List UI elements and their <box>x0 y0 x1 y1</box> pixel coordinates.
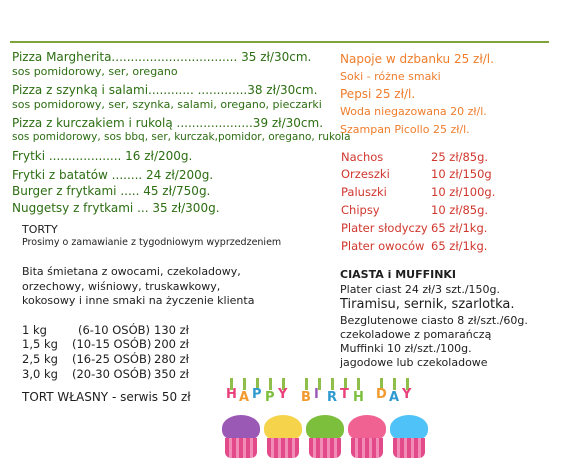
ciasta-tiramisu: Tiramisu, sernik, szarlotka. <box>340 297 515 312</box>
candle-letter: T <box>340 387 349 402</box>
ciasta-bezglutenowe: Bezglutenowe ciasto 8 zł/szt./60g. <box>340 314 528 327</box>
pizza-3-title: Pizza z kurczakiem i rukolą ....................39 zł/30cm. <box>12 116 324 130</box>
drink-soki: Soki - różne smaki <box>340 70 441 83</box>
header-divider <box>10 41 549 43</box>
candle-stick <box>331 378 334 390</box>
side-nuggetsy: Nuggetsy z frytkami ... 35 zł/300g. <box>12 201 220 215</box>
candle-stick <box>393 378 396 390</box>
candle-letter: Y <box>402 387 412 402</box>
cupcake-icon <box>222 406 260 458</box>
cupcake-liner <box>309 438 341 458</box>
snack-name: Nachos <box>341 150 384 164</box>
size-price: 200 zł <box>154 337 189 351</box>
candle-letter: H <box>226 387 237 402</box>
ciasta-muffinki-desc: jagodowe lub czekoladowe <box>340 356 488 369</box>
torty-footer: TORT WŁASNY - serwis 50 zł <box>22 390 191 404</box>
cupcake-icon <box>306 406 344 458</box>
cupcake-icon <box>264 406 302 458</box>
pizza-2-title: Pizza z szynką i salami............ .............38 zł/30cm. <box>12 83 318 97</box>
pizza-1-desc: sos pomidorowy, ser, oregano <box>12 65 178 78</box>
candle-stick <box>357 378 360 390</box>
size-kg: 2,5 kg <box>22 352 58 366</box>
candle-letter: A <box>239 390 250 405</box>
cupcake-liner <box>351 438 383 458</box>
size-people: (6-10 OSÓB) <box>78 323 151 337</box>
snack-price: 10 zł/100g. <box>431 185 496 199</box>
snack-name: Plater owoców <box>341 239 425 253</box>
cupcake-liner <box>267 438 299 458</box>
torty-desc-2: orzechowy, wiśniowy, truskawkowy, <box>22 280 221 293</box>
cupcake-icon <box>390 406 428 458</box>
pizza-2-desc: sos pomidorowy, ser, szynka, salami, oregano, pieczarki <box>12 98 322 111</box>
candle-letter: Y <box>278 387 288 402</box>
candle-stick <box>305 378 308 390</box>
candle-letter: H <box>353 390 364 405</box>
torty-title: TORTY <box>22 223 58 236</box>
candle-letter: A <box>389 390 400 405</box>
side-frytki: Frytki ................... 16 zł/200g. <box>12 149 193 163</box>
ciasta-plater: Plater ciast 24 zł/3 szt./150g. <box>340 283 501 296</box>
size-people: (20-30 OSÓB) <box>72 367 152 381</box>
size-kg: 1 kg <box>22 323 47 337</box>
candle-letter: P <box>265 390 275 405</box>
side-burger: Burger z frytkami ..... 45 zł/750g. <box>12 184 211 198</box>
candle-letter: B <box>301 390 311 405</box>
drink-woda: Woda niegazowana 20 zł/l. <box>340 105 487 118</box>
torty-note: Prosimy o zamawianie z tygodniowym wyprzedzeniem <box>22 237 282 248</box>
candle-letter: R <box>327 390 338 405</box>
snack-price: 10 zł/85g. <box>431 203 489 217</box>
torty-desc-1: Bita śmietana z owocami, czekoladowy, <box>22 265 241 278</box>
size-kg: 1,5 kg <box>22 337 58 351</box>
snack-name: Orzeszki <box>341 167 390 181</box>
ciasta-title: CIASTA i MUFFINKI <box>340 268 457 281</box>
snack-price: 65 zł/1kg. <box>431 221 488 235</box>
snack-price: 65 zł/1kg. <box>431 239 488 253</box>
size-price: 280 zł <box>154 352 189 366</box>
drink-szampan: Szampan Picollo 25 zł/l. <box>340 123 470 136</box>
drink-pepsi: Pepsi 25 zł/l. <box>340 87 416 101</box>
snack-price: 25 zł/85g. <box>431 150 489 164</box>
happy-birthday-candles <box>220 378 430 406</box>
drink-dzbanek: Napoje w dzbanku 25 zł/l. <box>340 52 494 66</box>
size-people: (10-15 OSÓB) <box>72 337 152 351</box>
snack-name: Plater słodyczy <box>341 221 428 235</box>
candle-letter: D <box>376 387 387 402</box>
candle-stick <box>269 378 272 390</box>
cupcake-liner <box>393 438 425 458</box>
size-kg: 3,0 kg <box>22 367 58 381</box>
candle-letter: P <box>252 387 262 402</box>
size-people: (16-25 OSÓB) <box>72 352 152 366</box>
happy-birthday-cupcakes-image <box>220 378 430 458</box>
candle-stick <box>243 378 246 390</box>
snack-name: Paluszki <box>341 185 387 199</box>
ciasta-muffinki: Muffinki 10 zł/szt./100g. <box>340 342 472 355</box>
size-price: 350 zł <box>154 367 189 381</box>
snack-name: Chipsy <box>341 203 380 217</box>
candle-letter: I <box>314 387 319 402</box>
pizza-1-title: Pizza Margherita................................. 35 zł/30cm. <box>12 50 312 64</box>
snack-price: 10 zł/150g <box>431 167 492 181</box>
side-frytki-bataty: Frytki z batatów ........ 24 zł/200g. <box>12 168 214 182</box>
cupcake-icon <box>348 406 386 458</box>
size-price: 130 zł <box>154 323 189 337</box>
ciasta-bezglutenowe-desc: czekoladowe z pomarańczą <box>340 328 492 341</box>
pizza-3-desc: sos pomidorowy, sos bbq, ser, kurczak,pomidor, oregano, rukola <box>12 131 351 143</box>
torty-desc-3: kokosowy i inne smaki na życzenie klienta <box>22 294 255 307</box>
cupcake-liner <box>225 438 257 458</box>
